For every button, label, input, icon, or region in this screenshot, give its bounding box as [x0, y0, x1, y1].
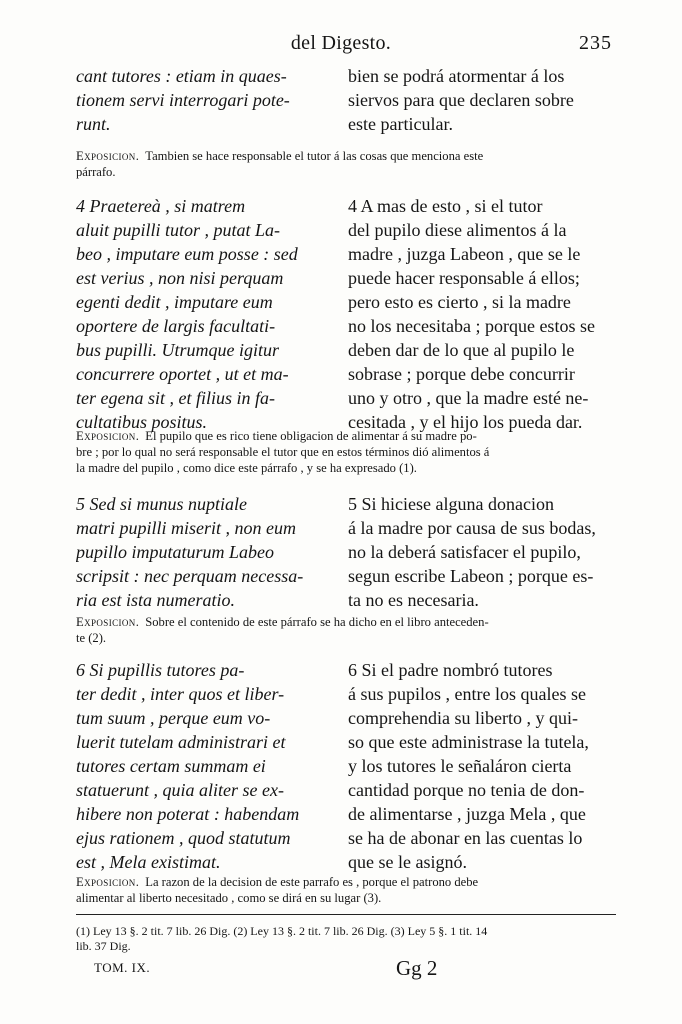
footnote-line: (1) Ley 13 §. 2 tit. 7 lib. 26 Dig. (2) Ley 13 §. 2 tit. 7 lib. 26 Dig. (3) Ley 5 §. 1 tit. 14: [76, 924, 488, 938]
exposition-line: alimentar al liberto necesitado , como se dirá en su lugar (3).: [76, 891, 382, 905]
exposition-text: El pupilo que es rico tiene obligacion de alimentar á su madre po-: [145, 429, 477, 443]
exposition-4: [76, 428, 616, 476]
spanish-line: bien se podrá atormentar á los: [348, 66, 565, 86]
section-5-text: [76, 492, 616, 612]
page-footer: [76, 958, 616, 984]
exposition-6: [76, 874, 616, 906]
spanish-line: no la deberá satisfacer el pupilo,: [348, 542, 581, 562]
exposition-text: Tambien se hace responsable el tutor á las cosas que menciona este: [145, 149, 484, 163]
section-3-text: [76, 64, 616, 136]
latin-line: 4 Praetereà , si matrem: [76, 196, 246, 216]
latin-line: oportere de largis facultati-: [76, 316, 276, 336]
spanish-line: pero esto es cierto , si la madre: [348, 292, 571, 312]
spanish-column: [348, 194, 616, 434]
latin-line: est , Mela existimat.: [76, 852, 221, 872]
latin-line: aluit pupilli tutor , putat La-: [76, 220, 281, 240]
spanish-line: sobrase ; porque debe concurrir: [348, 364, 575, 384]
latin-line: pupillo imputaturum Labeo: [76, 542, 275, 562]
spanish-line: no los necesitaba ; porque estos se: [348, 316, 595, 336]
spanish-line: comprehendia su liberto , y qui-: [348, 708, 578, 728]
spanish-line: que se le asignó.: [348, 852, 467, 872]
latin-line: 5 Sed si munus nuptiale: [76, 494, 247, 514]
volume-label: TOM. IX.: [94, 960, 151, 975]
exposition-line: [76, 428, 616, 444]
latin-line: ejus rationem , quod statutum: [76, 828, 291, 848]
spanish-line: cesitada , y el hijo los pueda dar.: [348, 412, 583, 432]
spanish-line: so que este administrase la tutela,: [348, 732, 589, 752]
latin-column: [76, 658, 344, 874]
latin-line: ter egena sit , et filius in fa-: [76, 388, 275, 408]
exposition-text: La razon de la decision de este parrafo es , porque el patrono debe: [145, 875, 479, 889]
latin-column: [76, 492, 344, 612]
page-number: 235: [579, 32, 612, 54]
footnote-line: lib. 37 Dig.: [76, 939, 131, 953]
latin-line: matri pupilli miserit , non eum: [76, 518, 296, 538]
exposition-5: [76, 614, 616, 646]
latin-line: luerit tutelam administrari et: [76, 732, 286, 752]
exposition-line: bre ; por lo qual no será responsable el tutor que en estos términos dió alimentos á: [76, 445, 490, 459]
running-title: del Digesto.: [290, 32, 392, 54]
page-header: [0, 30, 682, 60]
spanish-line: este particular.: [348, 114, 453, 134]
exposition-label: Exposicion.: [76, 615, 140, 629]
latin-line: cultatibus positus.: [76, 412, 208, 432]
latin-line: runt.: [76, 114, 111, 134]
spanish-line: á sus pupilos , entre los quales se: [348, 684, 586, 704]
exposition-3: [76, 148, 616, 180]
exposition-label: Exposicion.: [76, 429, 140, 443]
exposition-line: [76, 148, 616, 164]
latin-column: [76, 64, 344, 136]
latin-line: bus pupilli. Utrumque igitur: [76, 340, 280, 360]
exposition-label: Exposicion.: [76, 875, 140, 889]
spanish-line: segun escribe Labeon ; porque es-: [348, 566, 594, 586]
spanish-column: [348, 64, 616, 136]
spanish-line: á la madre por causa de sus bodas,: [348, 518, 596, 538]
latin-line: tutores certam summam ei: [76, 756, 266, 776]
latin-line: statuerunt , quia aliter se ex-: [76, 780, 284, 800]
spanish-line: de alimentarse , juzga Mela , que: [348, 804, 586, 824]
spanish-line: ta no es necesaria.: [348, 590, 479, 610]
spanish-column: [348, 658, 616, 874]
section-6-text: [76, 658, 616, 874]
spanish-line: cantidad porque no tenia de don-: [348, 780, 585, 800]
latin-line: tum suum , perque eum vo-: [76, 708, 271, 728]
latin-line: tionem servi interrogari pote-: [76, 90, 290, 110]
exposition-line: [76, 614, 616, 630]
latin-line: ter dedit , inter quos et liber-: [76, 684, 285, 704]
spanish-line: y los tutores le señaláron cierta: [348, 756, 572, 776]
footnote-rule: [76, 914, 616, 915]
exposition-line: párrafo.: [76, 165, 116, 179]
latin-line: cant tutores : etiam in quaes-: [76, 66, 287, 86]
spanish-line: 6 Si el padre nombró tutores: [348, 660, 553, 680]
latin-line: hibere non poterat : habendam: [76, 804, 300, 824]
spanish-line: del pupilo diese alimentos á la: [348, 220, 567, 240]
latin-line: est verius , non nisi perquam: [76, 268, 284, 288]
latin-line: beo , imputare eum posse : sed: [76, 244, 298, 264]
spanish-line: puede hacer responsable á ellos;: [348, 268, 580, 288]
spanish-line: deben dar de lo que al pupilo le: [348, 340, 575, 360]
footnotes: [76, 924, 616, 954]
exposition-label: Exposicion.: [76, 149, 140, 163]
exposition-text: Sobre el contenido de este párrafo se ha dicho en el libro anteceden-: [145, 615, 489, 629]
exposition-line: [76, 874, 616, 890]
spanish-line: uno y otro , que la madre esté ne-: [348, 388, 589, 408]
latin-line: 6 Si pupillis tutores pa-: [76, 660, 245, 680]
spanish-line: madre , juzga Labeon , que se le: [348, 244, 581, 264]
exposition-line: te (2).: [76, 631, 107, 645]
spanish-line: siervos para que declaren sobre: [348, 90, 574, 110]
latin-line: concurrere oportet , ut et ma-: [76, 364, 289, 384]
latin-line: egenti dedit , imputare eum: [76, 292, 273, 312]
spanish-line: 4 A mas de esto , si el tutor: [348, 196, 543, 216]
exposition-line: la madre del pupilo , como dice este párrafo , y se ha expresado (1).: [76, 461, 417, 475]
spanish-column: [348, 492, 616, 612]
latin-line: ria est ista numeratio.: [76, 590, 236, 610]
latin-column: [76, 194, 344, 434]
latin-line: scripsit : nec perquam necessa-: [76, 566, 304, 586]
spanish-line: 5 Si hiciese alguna donacion: [348, 494, 554, 514]
printer-signature: Gg 2: [396, 956, 438, 980]
spanish-line: se ha de abonar en las cuentas lo: [348, 828, 583, 848]
section-4-text: [76, 194, 616, 434]
